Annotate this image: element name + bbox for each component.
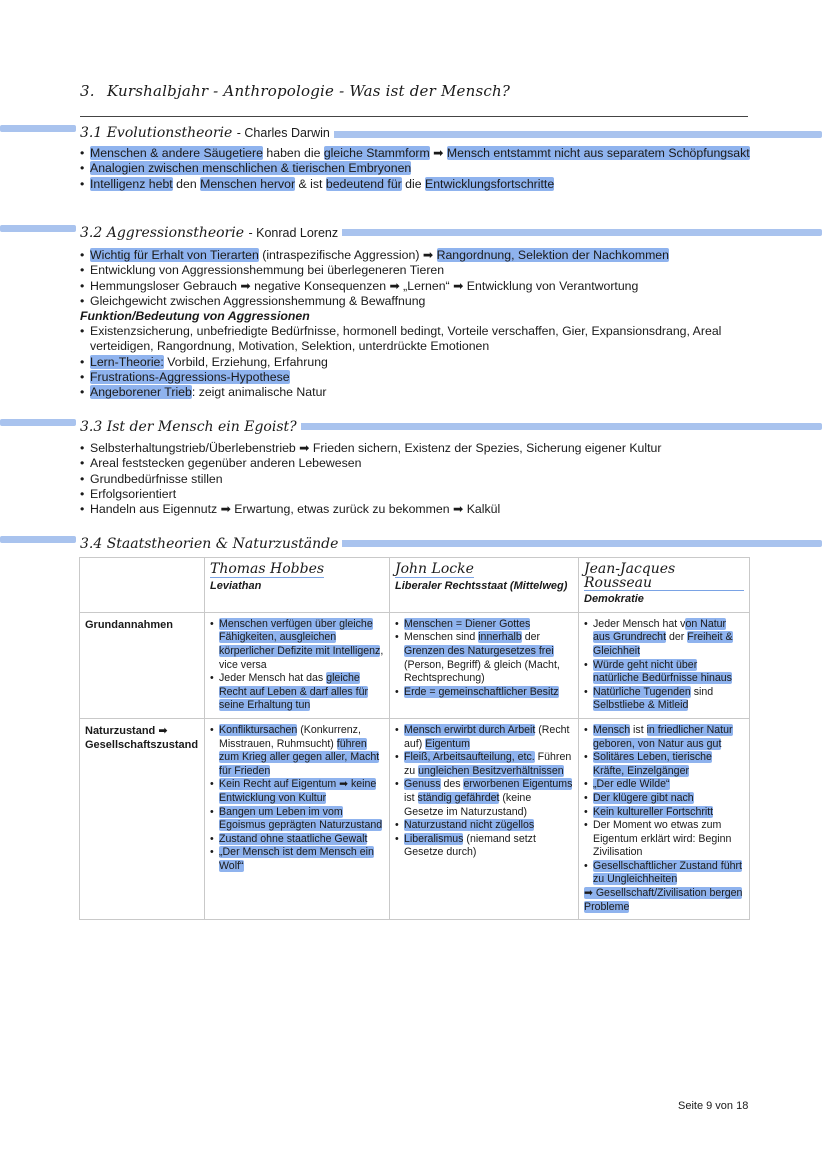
page-title [80, 82, 510, 100]
list-item [80, 487, 750, 502]
bullet-list-3-2 [80, 248, 750, 309]
list-item [584, 860, 744, 887]
section-title: 3.2 Aggressionstheorie [80, 225, 245, 241]
list-item [584, 778, 744, 792]
list-item [210, 724, 384, 778]
cell-hobbes-naturzustand [205, 718, 390, 919]
highlighted-text: Lern-Theorie: [90, 354, 164, 369]
highlighted-text: gleiche Recht auf Leben & darf alles für seine Erhaltung tun [219, 672, 368, 712]
row-label: Grundannahmen [80, 612, 205, 718]
highlighted-text: Rangordnung, Selektion der Nachkommen [436, 248, 669, 262]
list-item [80, 161, 750, 176]
text: Handeln aus Eigennutz ➡ Erwartung, etwas zurück zu bekommen ➡ Kalkül [90, 502, 501, 517]
cell-locke-grundannahmen [390, 612, 579, 718]
list-item [210, 778, 384, 805]
highlighted-text: Menschen & andere Säugetiere [90, 146, 263, 160]
list-item [584, 618, 744, 659]
text: den [172, 176, 201, 191]
highlighted-text: Menschen verfügen über gleiche Fähigkeiten, ausgleichen körperlicher Defizite mit Intelligenz [219, 617, 381, 657]
text: Grundbedürfnisse stillen [90, 471, 223, 486]
section-title: 3.3 Ist der Mensch ein Egoist? [80, 419, 297, 435]
highlighted-text: Konfliktursachen [219, 723, 298, 736]
list-item [395, 631, 573, 685]
chapter-number: 3. [80, 82, 95, 100]
bullet-list-3-2-functions [80, 324, 750, 400]
highlighted-text: Kein Recht auf Eigentum ➡ keine Entwicklung von Kultur [219, 778, 377, 804]
list-item [395, 686, 573, 700]
list-item [80, 263, 750, 278]
list-item [395, 751, 573, 778]
highlighted-text: Analogien zwischen menschlichen & tierischen Embryonen [90, 161, 412, 176]
list-item [80, 324, 750, 355]
highlighted-text: führen zum Krieg aller gegen aller, Macht für Frieden [219, 737, 380, 777]
list-item [80, 456, 750, 471]
text: ➡ [429, 146, 447, 160]
philosopher-hobbes: Thomas Hobbes Leviathan [205, 558, 390, 613]
text: Menschen sind [404, 631, 479, 644]
cell-rousseau-grundannahmen [579, 612, 750, 718]
list-item [210, 833, 384, 847]
text: der [521, 631, 541, 644]
highlighted-text: Mensch erwirbt durch Arbeit [404, 723, 536, 736]
list-item [395, 833, 573, 860]
list-item [80, 441, 750, 456]
highlighted-text: Mensch [593, 723, 631, 736]
row-label: Naturzustand ➡ Gesellschaftszustand [80, 718, 205, 919]
highlighted-text: Solitäres Leben, tierische Kräfte, Einzelgänger [593, 751, 712, 777]
list-item [210, 618, 384, 672]
text: Existenzsicherung, unbefriedigte Bedürfnisse, hormonell bedingt, Vorteile verschaffen, Gier, Expansionsdrang, Areal verteidigen, Rangordnung, Motivation, Selektion, unterdrückte Emotionen [90, 324, 722, 354]
text: (Person, Begriff) & gleich (Macht, Rechtsprechung) [404, 658, 560, 685]
section-heading-3-3 [0, 419, 828, 439]
text: Jeder Mensch hat das [219, 672, 327, 685]
highlighted-text: Menschen = Diener Gottes [404, 617, 531, 630]
bullet-list-3-1 [80, 146, 750, 192]
list-item [210, 672, 384, 713]
section-heading-3-2 [0, 225, 828, 245]
list-item [395, 724, 573, 751]
text: , vice versa [219, 644, 384, 671]
highlighted-text: Mensch entstammt nicht aus separatem Schöpfungsakt [446, 146, 750, 160]
highlighted-text: Fleiß, Arbeitsaufteilung, etc. [404, 751, 535, 764]
text: & ist [295, 176, 326, 191]
highlighted-text: Intelligenz hebt [90, 176, 173, 191]
highlighted-text: Selbstliebe & Mitleid [593, 699, 689, 712]
highlighted-text: Kein kultureller Fortschritt [593, 805, 714, 818]
list-item [80, 177, 750, 192]
subheading-aggression: Funktion/Bedeutung von Aggressionen [80, 309, 310, 323]
title-divider [80, 116, 748, 117]
highlighted-text: on Natur aus Grundrecht [593, 617, 727, 644]
text: (Recht auf) [404, 723, 570, 750]
text: sind [690, 685, 714, 698]
list-item [80, 248, 750, 263]
highlighted-text: Grenzen des Naturgesetzes frei [404, 644, 554, 657]
text: (keine Gesetze im Naturzustand) [404, 791, 532, 818]
highlighted-text: Naturzustand nicht zügellos [404, 819, 535, 832]
highlighted-text: „Der edle Wilde“ [593, 778, 670, 791]
list-item [80, 294, 750, 309]
list-item [584, 819, 744, 860]
highlighted-text: Menschen hervor [200, 176, 296, 191]
highlighted-text: innerhalb [478, 631, 522, 644]
highlighted-text: „Der Mensch ist dem Mensch ein Wolf“ [219, 846, 374, 872]
cell-locke-naturzustand [390, 718, 579, 919]
highlighted-text: Wichtig für Erhalt von Tierarten [90, 248, 259, 262]
highlighted-text: Frustrations-Aggressions-Hypothese [90, 369, 290, 384]
text: Selbsterhaltungstrieb/Überlebenstrieb ➡ Frieden sichern, Existenz der Spezies, Sicherung eigener Kultur [90, 441, 662, 455]
list-item [80, 502, 750, 517]
list-item [395, 819, 573, 833]
highlighted-text: Entwicklungsfortschritte [425, 176, 555, 191]
list-item [584, 806, 744, 820]
list-item [210, 806, 384, 833]
section-heading-3-1 [0, 125, 828, 145]
table-row-naturzustand [80, 718, 750, 919]
text: die [401, 176, 426, 191]
list-item [80, 370, 750, 385]
highlighted-text: Erde = gemeinschaftlicher Besitz [404, 685, 559, 698]
rousseau-conclusion: ➡ Gesellschaft/Zivilisation bergen Probleme [584, 887, 743, 913]
text: Entwicklung von Aggressionshemmung bei überlegeneren Tieren [90, 263, 445, 278]
highlighted-text: Bangen um Leben im vom Egoismus geprägten Naturzustand [219, 805, 383, 832]
text: (niemand setzt Gesetze durch) [404, 832, 536, 859]
cell-hobbes-grundannahmen [205, 612, 390, 718]
list-item [210, 846, 384, 873]
text: Vorbild, Erziehung, Erfahrung [163, 354, 328, 369]
table-corner-cell [80, 558, 205, 613]
list-item [80, 146, 750, 161]
highlighted-text: ständig gefährdet [417, 791, 500, 804]
text: Der Moment wo etwas zum Eigentum erklärt wird: Beginn Zivilisation [593, 819, 732, 859]
highlighted-text: Der klügere gibt nach [593, 791, 694, 804]
highlighted-text: Angeborener Trieb [90, 385, 192, 400]
text: haben die [262, 146, 324, 160]
highlighted-text: gleiche Stammform [323, 146, 430, 160]
list-item [80, 385, 750, 400]
text: Hemmungsloser Gebrauch ➡ negative Konsequenzen ➡ „Lernen“ ➡ Entwicklung von Verantwortung [90, 278, 639, 293]
list-item [584, 724, 744, 751]
table-row-grundannahmen [80, 612, 750, 718]
text: : zeigt animalische Natur [191, 385, 327, 400]
highlighted-text: Eigentum [425, 737, 470, 750]
state-theories-table [79, 557, 750, 920]
section-title: 3.4 Staatstheorien & Naturzustände [80, 536, 339, 552]
text: (intraspezifische Aggression) ➡ [258, 248, 437, 262]
highlighted-text: Liberalismus [404, 832, 464, 845]
highlighted-text: Genuss [404, 778, 441, 791]
list-item [584, 659, 744, 686]
text: Führen zu [404, 751, 572, 777]
highlighted-text: Zustand ohne staatliche Gewalt [219, 832, 368, 845]
text: (Konkurrenz, Misstrauen, Ruhmsucht) [219, 723, 361, 750]
list-item [584, 792, 744, 806]
text: Areal feststecken gegenüber anderen Lebewesen [90, 456, 362, 471]
list-item [395, 778, 573, 819]
chapter-title: Kurshalbjahr - Anthropologie - Was ist der Mensch? [106, 82, 511, 100]
page-number: Seite 9 von 18 [678, 1100, 749, 1112]
list-item [584, 751, 744, 778]
text: ist [404, 791, 418, 804]
highlighted-text: Würde geht nicht über natürliche Bedürfnisse hinaus [593, 658, 732, 685]
list-item [584, 686, 744, 713]
section-author: - Charles Darwin [236, 126, 330, 140]
section-heading-3-4 [0, 536, 828, 556]
section-author: - Konrad Lorenz [248, 226, 339, 240]
text: der [666, 631, 688, 644]
highlighted-text: Natürliche Tugenden [593, 685, 691, 698]
text: Gleichgewicht zwischen Aggressionshemmung & Bewaffnung [90, 293, 426, 308]
cell-rousseau-naturzustand [579, 718, 750, 919]
section-title: 3.1 Evolutionstheorie [80, 125, 233, 141]
text: Erfolgsorientiert [90, 486, 177, 501]
table-header-row [80, 558, 750, 613]
highlighted-text: in friedlicher Natur geboren, von Natur aus gut [593, 723, 733, 750]
bullet-list-3-3 [80, 441, 750, 517]
highlighted-text: bedeutend für [325, 176, 402, 191]
text: des [440, 778, 464, 791]
highlighted-text: Freiheit & Gleichheit [593, 631, 733, 657]
list-item [395, 618, 573, 632]
text: Jeder Mensch hat v [593, 617, 686, 630]
text: ist [630, 723, 647, 736]
philosopher-locke: John Locke Liberaler Rechtsstaat (Mittelweg) [390, 558, 579, 613]
list-item [80, 472, 750, 487]
highlighted-text: erworbenen Eigentums [463, 778, 573, 791]
list-item [80, 355, 750, 370]
philosopher-rousseau: Jean-Jacques Rousseau Demokratie [579, 558, 750, 613]
highlighted-text: ungleichen Besitzverhältnissen [418, 764, 564, 777]
list-item [80, 279, 750, 294]
highlighted-text: Gesellschaftlicher Zustand führt zu Ungleichheiten [593, 859, 742, 886]
